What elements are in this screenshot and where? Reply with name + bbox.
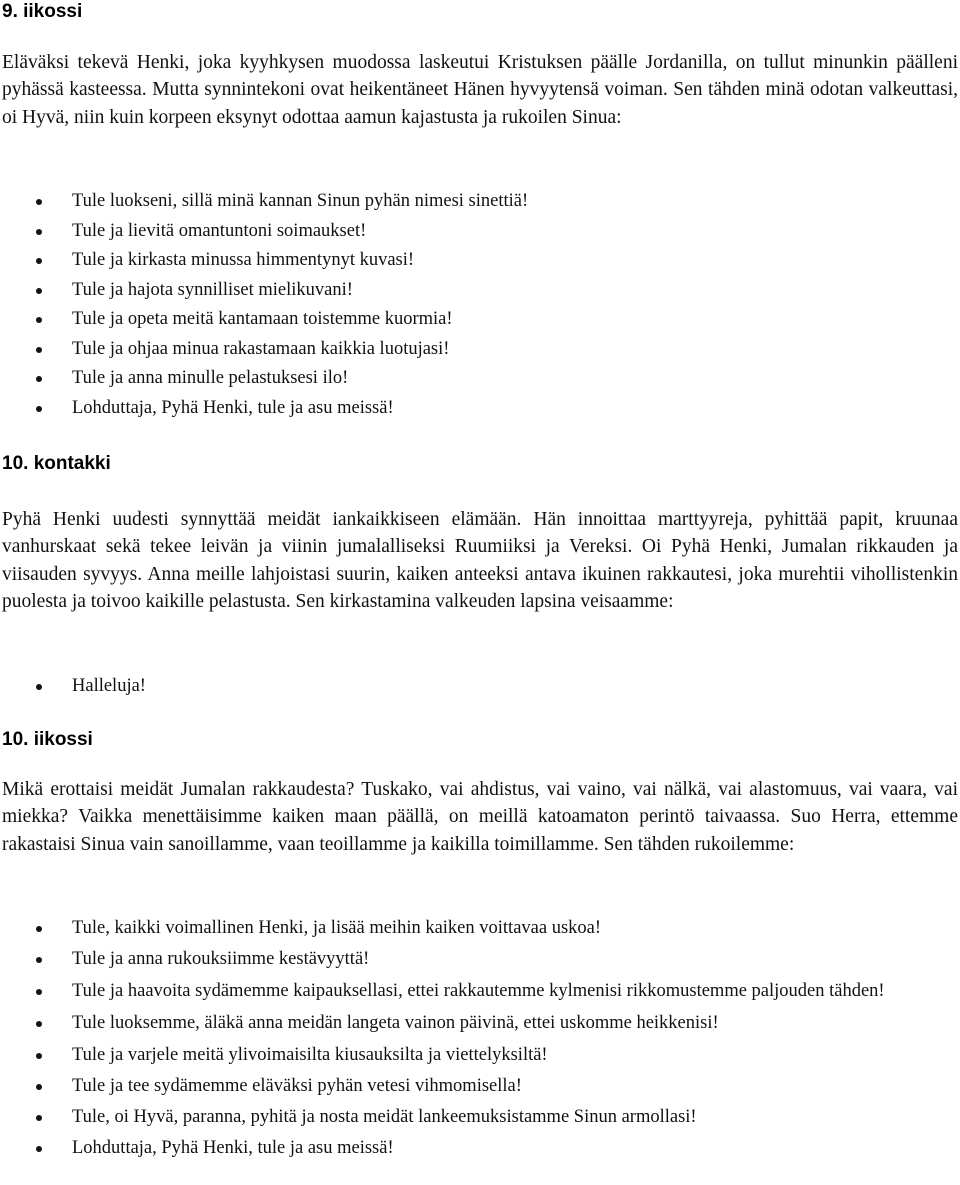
section-paragraph: Pyhä Henki uudesti synnyttää meidät iankaikkiseen elämään. Hän innoittaa marttyyreja, pyhittää papit, kruunaa vanhurskaat sekä tekee leivän ja viinin jumalalliseksi Ruumiiksi ja Vereksi. Oi Pyhä Henki, Jumalan rikkauden ja viisauden syvyys. Anna meille lahjoistasi suurin, kaiken anteeksi antava ikuinen rakkautesi, joka murehtii vihollistenkin puolesta ja toivoo kaikille pelastusta. Sen kirkastamina valkeuden lapsina veisaamme: [2, 509, 958, 612]
list-item: Lohduttaja, Pyhä Henki, tule ja asu meissä! [0, 1133, 930, 1164]
bullet-list [0, 187, 930, 423]
list-item: Tule ja tee sydämemme eläväksi pyhän vetesi vihmomisella! [0, 1071, 930, 1102]
list-item: Tule ja varjele meitä ylivoimaisilta kiusauksilta ja viettelyksiltä! [0, 1040, 930, 1071]
list-item: Tule luoksemme, äläkä anna meidän langeta vainon päivinä, ettei uskomme heikkenisi! [0, 1008, 930, 1039]
list-item: Tule ja opeta meitä kantamaan toistemme kuormia! [0, 305, 930, 335]
section-heading: 10. iikossi [2, 729, 93, 750]
list-item: Tule ja haavoita sydämemme kaipauksellasi, ettei rakkautemme kylmenisi rikkomustemme paljouden tähden! [0, 975, 930, 1008]
list-item: Halleluja! [0, 672, 930, 702]
list-item: Tule ja lievitä omantuntoni soimaukset! [0, 217, 930, 247]
list-item: Tule ja kirkasta minussa himmentynyt kuvasi! [0, 246, 930, 276]
list-item: Lohduttaja, Pyhä Henki, tule ja asu meissä! [0, 394, 930, 424]
section-heading: 9. iikossi [2, 1, 83, 22]
bullet-list [0, 913, 930, 1164]
section-paragraph: Mikä erottaisi meidät Jumalan rakkaudesta? Tuskako, vai ahdistus, vai vaino, vai nälkä, vai alastomuus, vai vaara, vai miekka? Vaikka menettäisimme kaiken maan päällä, on meillä katoamaton perintö taivaassa. Suo Herra, ettemme rakastaisi Sinua vain sanoillamme, vaan teoillamme ja kaikilla toimillamme. Sen tähden rukoilemme: [2, 779, 958, 855]
list-item: Tule luokseni, sillä minä kannan Sinun pyhän nimesi sinettiä! [0, 187, 930, 217]
list-item: Tule, kaikki voimallinen Henki, ja lisää meihin kaiken voittavaa uskoa! [0, 913, 930, 944]
bullet-list [0, 672, 930, 702]
section-heading: 10. kontakki [2, 453, 111, 474]
list-item: Tule ja anna rukouksiimme kestävyyttä! [0, 944, 930, 975]
section-paragraph: Eläväksi tekevä Henki, joka kyyhkysen muodossa laskeutui Kristuksen päälle Jordanilla, on tullut minunkin päälleni pyhässä kasteessa. Mutta synnintekoni ovat heikentäneet Hänen hyvyytensä voiman. Sen tähden minä odotan valkeuttasi, oi Hyvä, niin kuin korpeen eksynyt odottaa aamun kajastusta ja rukoilen Sinua: [2, 52, 958, 128]
list-item: Tule ja hajota synnilliset mielikuvani! [0, 276, 930, 306]
list-item: Tule ja ohjaa minua rakastamaan kaikkia luotujasi! [0, 335, 930, 365]
list-item: Tule, oi Hyvä, paranna, pyhitä ja nosta meidät lankeemuksistamme Sinun armollasi! [0, 1102, 930, 1133]
list-item: Tule ja anna minulle pelastuksesi ilo! [0, 364, 930, 394]
